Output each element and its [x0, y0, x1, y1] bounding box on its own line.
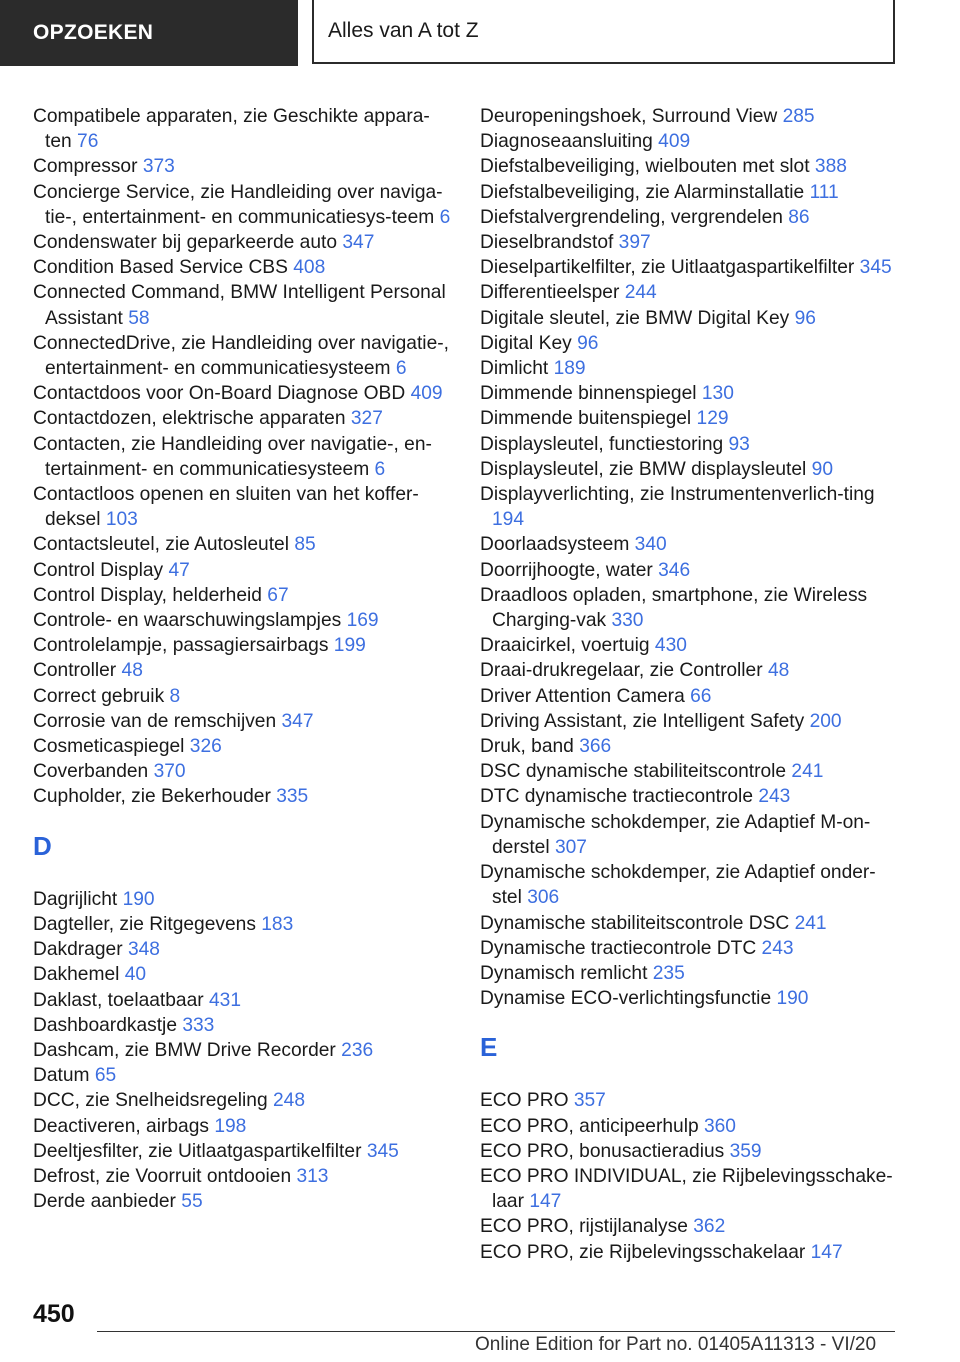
page-reference-link[interactable]: 130	[701, 383, 734, 405]
index-entry	[33, 154, 453, 179]
index-entry	[33, 1114, 453, 1139]
page-reference-link[interactable]: 335	[276, 786, 309, 808]
index-entry-text: Diefstalvergrendeling, vergrendelen	[480, 206, 783, 228]
index-entry-text: Control Display, helderheid	[33, 584, 262, 606]
index-entry-text: Diefstalbeveiliging, wielbouten met slot	[480, 156, 810, 178]
index-entry-text: Dashboardkastje	[33, 1014, 177, 1036]
index-entry-text: Doorlaadsysteem	[480, 534, 630, 556]
index-entry	[33, 633, 453, 658]
index-entry	[480, 1240, 900, 1265]
index-entry	[33, 1038, 453, 1063]
index-group-c	[33, 104, 453, 810]
index-entry	[480, 482, 900, 532]
index-entry	[33, 280, 453, 330]
index-entry	[33, 1088, 453, 1113]
index-entry	[33, 1013, 453, 1038]
index-entry	[480, 230, 900, 255]
index-entry	[33, 482, 453, 532]
index-entry	[33, 381, 453, 406]
index-entry-text: Differentieelsper	[480, 282, 620, 304]
index-entry	[480, 1214, 900, 1239]
index-entry	[480, 784, 900, 809]
index-entry	[480, 1114, 900, 1139]
page-reference-link[interactable]: 370	[153, 761, 186, 783]
page-reference-link[interactable]: 169	[346, 610, 379, 632]
page-reference-link[interactable]: 6	[439, 206, 451, 228]
index-entry	[33, 180, 453, 230]
index-entry-text: Dimmende buitenspiegel	[480, 408, 692, 430]
index-entry-text: Correct gebruik	[33, 685, 165, 707]
index-entry	[33, 962, 453, 987]
index-entry-text: Dynamische schokdemper, zie Adaptief M-on-derstel	[480, 811, 871, 858]
index-entry-text: Controller	[33, 660, 117, 682]
page-reference-link[interactable]: 243	[761, 937, 794, 959]
index-entry-text: Contacten, zie Handleiding over navigatie-, en-tertainment- en communicatiesysteem	[33, 433, 432, 480]
index-entry	[480, 280, 900, 305]
index-entry-text: Dagrijlicht	[33, 888, 118, 910]
page-reference-link[interactable]: 86	[788, 206, 810, 228]
index-entry-text: Draadloos opladen, smartphone, zie Wireless Charging-vak	[480, 584, 868, 632]
index-entry-text: Control Display	[33, 559, 164, 581]
index-entry-text: Displaysleutel, functiestoring	[480, 433, 724, 455]
index-entry-text: Compatibele apparaten, zie Geschikte appara-ten	[33, 106, 430, 153]
page-reference-link[interactable]: 129	[696, 408, 729, 430]
index-entry-text: Condition Based Service CBS	[33, 257, 288, 279]
page-reference-link[interactable]: 65	[94, 1065, 117, 1087]
index-entry	[33, 784, 453, 809]
index-entry	[33, 887, 453, 912]
index-entry	[33, 406, 453, 431]
index-entry	[33, 734, 453, 759]
index-entry	[33, 532, 453, 557]
footer-divider	[97, 1331, 895, 1332]
index-entry-text: Dynamische stabiliteitscontrole DSC	[480, 912, 790, 934]
index-entry	[480, 129, 900, 154]
index-entry-text: Cupholder, zie Bekerhouder	[33, 786, 271, 808]
page-reference-link[interactable]: 345	[859, 257, 892, 279]
index-entry	[33, 255, 453, 280]
index-entry-text: Dynamische schokdemper, zie Adaptief onder-stel	[480, 862, 876, 909]
page-reference-link[interactable]: 194	[492, 509, 525, 531]
index-entry	[33, 1063, 453, 1088]
index-entry	[33, 608, 453, 633]
index-entry-text: Coverbanden	[33, 761, 149, 783]
index-entry-text: Contactloos openen en sluiten van het koffer-deksel	[33, 484, 419, 531]
page-reference-link[interactable]: 359	[729, 1140, 762, 1162]
index-entry-text: ECO PRO	[480, 1090, 569, 1112]
index-entry-text: ECO PRO, rijstijlanalyse	[480, 1216, 688, 1238]
page-reference-link[interactable]: 306	[527, 887, 560, 909]
index-column-left	[33, 104, 453, 1214]
page-reference-link[interactable]: 90	[811, 458, 833, 480]
page-reference-link[interactable]: 93	[728, 433, 750, 455]
page-reference-link[interactable]: 40	[124, 964, 147, 986]
section-tab: OPZOEKEN	[0, 0, 298, 66]
page-reference-link[interactable]: 366	[579, 736, 612, 758]
index-entry-text: Dieselpartikelfilter, zie Uitlaatgaspartikelfilter	[480, 257, 855, 279]
index-entry-text: Digital Key	[480, 332, 572, 354]
index-entry-text: Datum	[33, 1065, 90, 1087]
page-reference-link[interactable]: 347	[342, 232, 375, 254]
index-entry	[33, 912, 453, 937]
index-entry-text: Contactdoos voor On-Board Diagnose OBD	[33, 383, 406, 405]
index-group-d	[33, 887, 453, 1215]
page-reference-link[interactable]: 85	[294, 534, 316, 556]
page-reference-link[interactable]: 360	[703, 1115, 736, 1137]
index-entry-text: Digitale sleutel, zie BMW Digital Key	[480, 307, 790, 329]
index-entry-text: Dynamische tractiecontrole DTC	[480, 937, 757, 959]
index-entry-text: DSC dynamische stabiliteitscontrole	[480, 761, 787, 783]
index-entry	[480, 104, 900, 129]
page-reference-link[interactable]: 66	[690, 685, 712, 707]
index-entry-text: Dagteller, zie Ritgegevens	[33, 913, 256, 935]
index-entry	[480, 633, 900, 658]
index-group-d-continued	[480, 104, 900, 1011]
page-reference-link[interactable]: 47	[168, 559, 190, 581]
index-entry	[33, 104, 453, 154]
index-entry-text: Controlelampje, passagiersairbags	[33, 635, 329, 657]
page-reference-link[interactable]: 244	[624, 282, 657, 304]
page-reference-link[interactable]: 348	[127, 939, 160, 961]
index-entry	[480, 583, 900, 633]
page-reference-link[interactable]: 346	[658, 559, 691, 581]
index-entry	[480, 205, 900, 230]
index-letter-d: D	[33, 830, 52, 861]
page-reference-link[interactable]: 388	[814, 156, 847, 178]
index-entry	[480, 936, 900, 961]
index-entry-text: Derde aanbieder	[33, 1191, 176, 1213]
page-reference-link[interactable]: 189	[553, 358, 586, 380]
index-entry-text: Dynamisch remlicht	[480, 962, 648, 984]
index-entry	[480, 1139, 900, 1164]
index-entry-text: Deeltjesfilter, zie Uitlaatgaspartikelfilter	[33, 1140, 362, 1162]
index-entry	[480, 911, 900, 936]
index-entry	[33, 1164, 453, 1189]
index-column-right	[480, 104, 900, 1265]
index-entry-text: ECO PRO, zie Rijbelevingsschakelaar	[480, 1241, 806, 1263]
page-reference-link[interactable]: 198	[214, 1115, 247, 1137]
index-entry-text: Draaicirkel, voertuig	[480, 635, 650, 657]
page-reference-link[interactable]: 236	[341, 1039, 374, 1061]
index-entry-text: ECO PRO, bonusactieradius	[480, 1140, 725, 1162]
page-reference-link[interactable]: 345	[366, 1140, 399, 1162]
index-entry	[33, 230, 453, 255]
page-reference-link[interactable]: 409	[658, 131, 691, 153]
index-entry	[480, 860, 900, 910]
index-entry-text: Contactdozen, elektrische apparaten	[33, 408, 346, 430]
index-entry-text: Dynamise ECO-verlichtingsfunctie	[480, 988, 772, 1010]
index-entry-text: Doorrijhoogte, water	[480, 559, 653, 581]
page-reference-link[interactable]: 183	[261, 913, 294, 935]
index-entry-text: Defrost, zie Voorruit ontdooien	[33, 1165, 292, 1187]
index-entry-text: Daklast, toelaatbaar	[33, 989, 204, 1011]
page-reference-link[interactable]: 190	[122, 888, 155, 910]
page-reference-link[interactable]: 373	[142, 156, 175, 178]
page-reference-link[interactable]: 235	[652, 962, 685, 984]
index-entry-text: Driver Attention Camera	[480, 685, 685, 707]
index-entry	[480, 1088, 900, 1113]
page-reference-link[interactable]: 200	[809, 710, 842, 732]
page-reference-link[interactable]: 243	[758, 786, 791, 808]
page-reference-link[interactable]: 96	[794, 307, 816, 329]
index-entry-text: ConnectedDrive, zie Handleiding over navigatie-, entertainment- en communicatiesysteem	[33, 332, 449, 380]
index-entry	[33, 1139, 453, 1164]
index-entry-text: Controle- en waarschuwingslampjes	[33, 610, 342, 632]
index-entry-text: Cosmeticaspiegel	[33, 736, 185, 758]
page-reference-link[interactable]: 330	[611, 610, 644, 632]
index-entry-text: Dimmende binnenspiegel	[480, 383, 697, 405]
index-letter-e: E	[480, 1032, 498, 1063]
page-reference-link[interactable]: 103	[105, 509, 138, 531]
index-entry-text: Deuropeningshoek, Surround View	[480, 106, 778, 127]
page-reference-link[interactable]: 409	[410, 383, 443, 405]
index-entry	[480, 759, 900, 784]
index-entry	[33, 759, 453, 784]
page-reference-link[interactable]: 327	[350, 408, 383, 430]
index-entry	[33, 558, 453, 583]
page-reference-link[interactable]: 199	[333, 635, 366, 657]
index-entry	[480, 658, 900, 683]
index-entry	[480, 709, 900, 734]
index-entry	[480, 306, 900, 331]
index-entry	[480, 558, 900, 583]
page-reference-link[interactable]: 241	[791, 761, 824, 783]
page-reference-link[interactable]: 307	[554, 836, 587, 858]
index-entry-text: Dakdrager	[33, 939, 123, 961]
index-entry-text: Diefstalbeveiliging, zie Alarminstallatie	[480, 181, 805, 203]
index-entry-text: Contactsleutel, zie Autosleutel	[33, 534, 289, 556]
page-reference-link[interactable]: 408	[293, 257, 326, 279]
index-entry	[33, 331, 453, 381]
index-entry	[33, 988, 453, 1013]
page-reference-link[interactable]: 111	[809, 181, 839, 203]
index-entry-text: Dakhemel	[33, 964, 120, 986]
index-entry	[480, 457, 900, 482]
edition-note: Online Edition for Part no. 01405A11313 - VI/20	[475, 1334, 877, 1355]
index-entry-text: Displayverlichting, zie Instrumentenverlich-ting	[480, 484, 875, 506]
index-entry	[480, 986, 900, 1011]
index-entry-text: Deactiveren, airbags	[33, 1115, 209, 1137]
page-reference-link[interactable]: 8	[169, 685, 181, 707]
index-entry	[33, 1189, 453, 1214]
index-entry-text: Dieselbrandstof	[480, 232, 614, 254]
page-header	[0, 0, 960, 66]
chapter-tab: Alles van A tot Z	[312, 0, 895, 64]
page-reference-link[interactable]: 357	[573, 1090, 606, 1112]
index-entry-text: Driving Assistant, zie Intelligent Safety	[480, 710, 805, 732]
index-entry	[480, 1164, 900, 1214]
index-entry	[480, 684, 900, 709]
index-entry-text: Draai-drukregelaar, zie Controller	[480, 660, 763, 682]
index-entry	[480, 356, 900, 381]
page-reference-link[interactable]: 248	[272, 1090, 305, 1112]
index-entry-text: ECO PRO INDIVIDUAL, zie Rijbelevingsschake-laar	[480, 1165, 893, 1213]
page-reference-link[interactable]: 430	[654, 635, 687, 657]
page-reference-link[interactable]: 147	[810, 1241, 843, 1263]
page-reference-link[interactable]: 347	[281, 710, 314, 732]
index-entry	[480, 961, 900, 986]
page-reference-link[interactable]: 241	[794, 912, 827, 934]
page-reference-link[interactable]: 48	[767, 660, 790, 682]
index-entry	[33, 432, 453, 482]
index-entry	[480, 255, 900, 280]
index-entry	[480, 432, 900, 457]
index-entry-text: Dimlicht	[480, 358, 549, 380]
index-entry-text: Diagnoseaansluiting	[480, 131, 653, 153]
index-entry-text: Compressor	[33, 156, 138, 178]
page-reference-link[interactable]: 6	[395, 358, 407, 380]
page-reference-link[interactable]: 55	[181, 1191, 203, 1213]
page-number: 450	[33, 1300, 75, 1328]
index-entry	[33, 658, 453, 683]
index-entry	[480, 154, 900, 179]
index-entry	[480, 381, 900, 406]
index-entry	[480, 810, 900, 860]
page-reference-link[interactable]: 285	[782, 106, 815, 127]
index-entry	[480, 532, 900, 557]
index-entry-text: Displaysleutel, zie BMW displaysleutel	[480, 458, 807, 480]
index-entry	[33, 937, 453, 962]
page-reference-link[interactable]: 67	[267, 584, 289, 606]
page-reference-link[interactable]: 190	[776, 988, 809, 1010]
index-entry	[480, 180, 900, 205]
index-entry	[480, 734, 900, 759]
index-entry	[33, 583, 453, 608]
index-entry-text: ECO PRO, anticipeerhulp	[480, 1115, 699, 1137]
index-entry	[33, 709, 453, 734]
index-entry-text: Condenswater bij geparkeerde auto	[33, 232, 338, 254]
page-reference-link[interactable]: 397	[618, 232, 651, 254]
page-reference-link[interactable]: 48	[121, 660, 143, 682]
page-reference-link[interactable]: 147	[529, 1191, 562, 1213]
index-entry-text: Druk, band	[480, 736, 574, 758]
index-entry-text: Connected Command, BMW Intelligent Personal Assistant	[33, 282, 446, 329]
index-entry	[33, 684, 453, 709]
index-group-e	[480, 1088, 900, 1264]
index-entry	[480, 406, 900, 431]
page-reference-link[interactable]: 340	[634, 534, 667, 556]
page-reference-link[interactable]: 333	[182, 1014, 215, 1036]
page-reference-link[interactable]: 326	[189, 736, 222, 758]
index-entry-text: DTC dynamische tractiecontrole	[480, 786, 753, 808]
page-reference-link[interactable]: 96	[577, 332, 599, 354]
page-reference-link[interactable]: 6	[374, 458, 386, 480]
index-entry	[480, 331, 900, 356]
page-reference-link[interactable]: 313	[296, 1165, 329, 1187]
page-reference-link[interactable]: 76	[77, 131, 99, 153]
page-reference-link[interactable]: 58	[128, 307, 150, 329]
index-entry-text: Corrosie van de remschijven	[33, 710, 277, 732]
page-reference-link[interactable]: 431	[209, 989, 242, 1011]
index-entry-text: DCC, zie Snelheidsregeling	[33, 1090, 268, 1112]
index-entry-text: Dashcam, zie BMW Drive Recorder	[33, 1039, 336, 1061]
index-entry-text: Concierge Service, zie Handleiding over naviga-tie-, entertainment- en communicatiesys-teem	[33, 181, 443, 228]
page-reference-link[interactable]: 362	[693, 1216, 726, 1238]
